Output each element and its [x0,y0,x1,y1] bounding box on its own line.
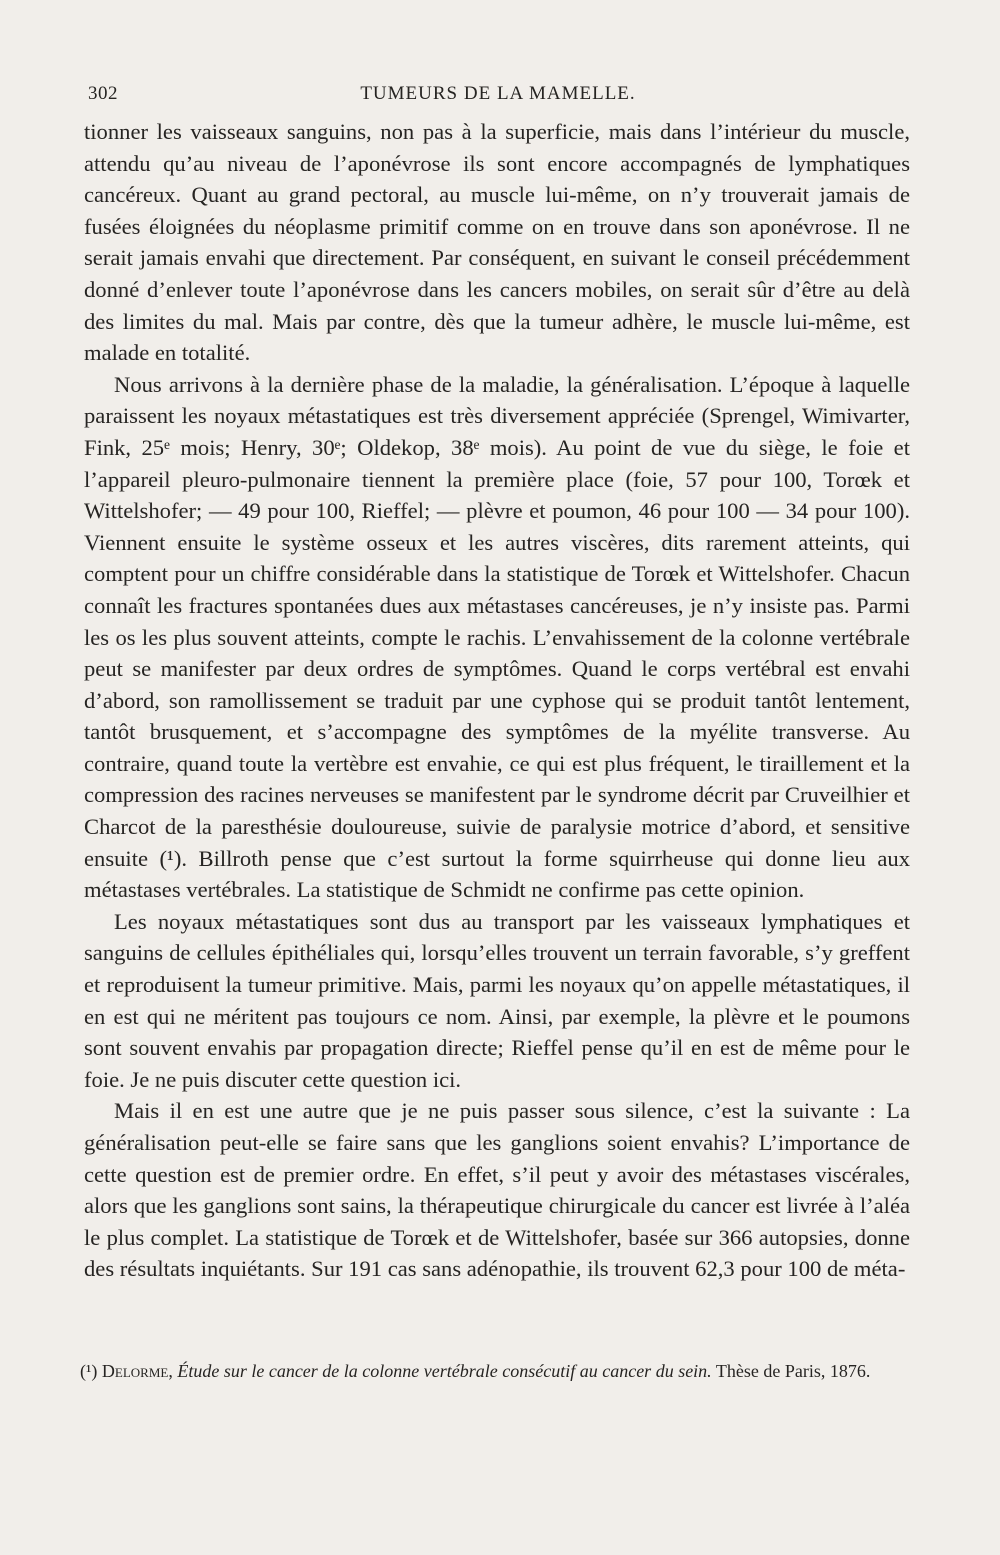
running-title: TUMEURS DE LA MAMELLE. [360,83,636,104]
paragraph-question: Mais il en est une autre que je ne puis passer sous silence, c’est la suivante : La généralisation peut-elle se faire sans que les ganglions soient envahis? L’importance de cette question est de premier ordre. En effet, s’il peut y avoir des métastases viscérales, alors que les ganglions sont sains, la thérapeutique chirurgicale du cancer est livrée à l’aléa le plus complet. La statistique de Torœk et de Wittelshofer, basée sur 366 autopsies, donne des résultats inquiétants. Sur 191 cas sans adénopathie, ils trouvent 62,3 pour 100 de méta- [84,1098,910,1282]
footnote [80,1360,910,1382]
page-header [88,83,908,109]
paragraph-generalisation: Nous arrivons à la dernière phase de la maladie, la généralisation. L’époque à laquelle paraissent les noyaux métastatiques est très diversement appréciée (Sprengel, Wimivarter, Fink, 25ᵉ mois; Henry, 30ᵉ; Oldekop, 38ᵉ mois). Au point de vue du siège, le foie et l’appareil pleuro-pulmonaire tiennent la première place (foie, 57 pour 100, Torœk et Wittelshofer; — 49 pour 100, Rieffel; — plèvre et poumon, 46 pour 100 — 34 pour 100). Viennent ensuite le système osseux et les autres viscères, dits rarement atteints, qui comptent pour un chiffre considérable dans la statistique de Torœk et Wittelshofer. Chacun connaît les fractures spontanées dues aux métastases cancéreuses, je n’y insiste pas. Parmi les os les plus souvent atteints, compte le rachis. L’envahissement de la colonne vertébrale peut se manifester par deux ordres de symptômes. Quand le corps vertébral est envahi d’abord, son ramollissement se traduit par une cyphose qui se produit tantôt lentement, tantôt brusquement, et s’accompagne des symptômes de la myélite transverse. Au contraire, quand toute la vertèbre est envahie, ce qui est plus fréquent, le tiraillement et la compression des racines nerveuses se manifestent par le syndrome décrit par Cruveilhier et Charcot de la paresthésie douloureuse, suivie de paralysie motrice d’abord, et sensitive ensuite (¹). Billroth pense que c’est surtout la forme squirrheuse qui donne lieu aux métastases vertébrales. La statistique de Schmidt ne confirme pas cette opinion. [84,371,910,903]
footnote-marker: (¹) [80,1361,98,1381]
paragraph-metastatic-nodes: Les noyaux métastatiques sont dus au transport par les vaisseaux lymphatiques et sanguins de cellules épithéliales qui, lorsqu’elles trouvent un terrain favorable, s’y greffent et reproduisent la tumeur primitive. Mais, parmi les noyaux qu’on appelle métastatiques, il en est qui ne méritent pas toujours ce nom. Ainsi, par exemple, la plèvre et le poumons sont souvent envahis par propagation directe; Rieffel pense qu’il en est de même pour le foie. Je ne puis discuter cette question ici. [84,908,910,1092]
page-number: 302 [88,83,118,104]
paragraph-continued: tionner les vaisseaux sanguins, non pas à la superficie, mais dans l’intérieur du muscle, attendu qu’au niveau de l’aponévrose ils sont encore accompagnés de lymphatiques cancéreux. Quant au grand pectoral, au muscle lui-même, on n’y trouverait jamais de fusées éloignées du néoplasme primitif comme on en trouve dans son aponévrose. Il ne serait jamais envahi que directement. Par conséquent, en suivant le conseil précédemment donné d’enlever toute l’aponévrose dans les cancers mobiles, on serait sûr d’être au delà des limites du mal. Mais par contre, dès que la tumeur adhère, le muscle lui-même, est malade en totalité. [84,119,910,366]
footnote-title: Étude sur le cancer de la colonne vertébrale consécutif au cancer du sein. [177,1361,712,1381]
footnote-publication: Thèse de Paris, 1876. [715,1361,871,1381]
footnote-author: Delorme, [101,1361,173,1381]
body-text [84,116,910,1285]
